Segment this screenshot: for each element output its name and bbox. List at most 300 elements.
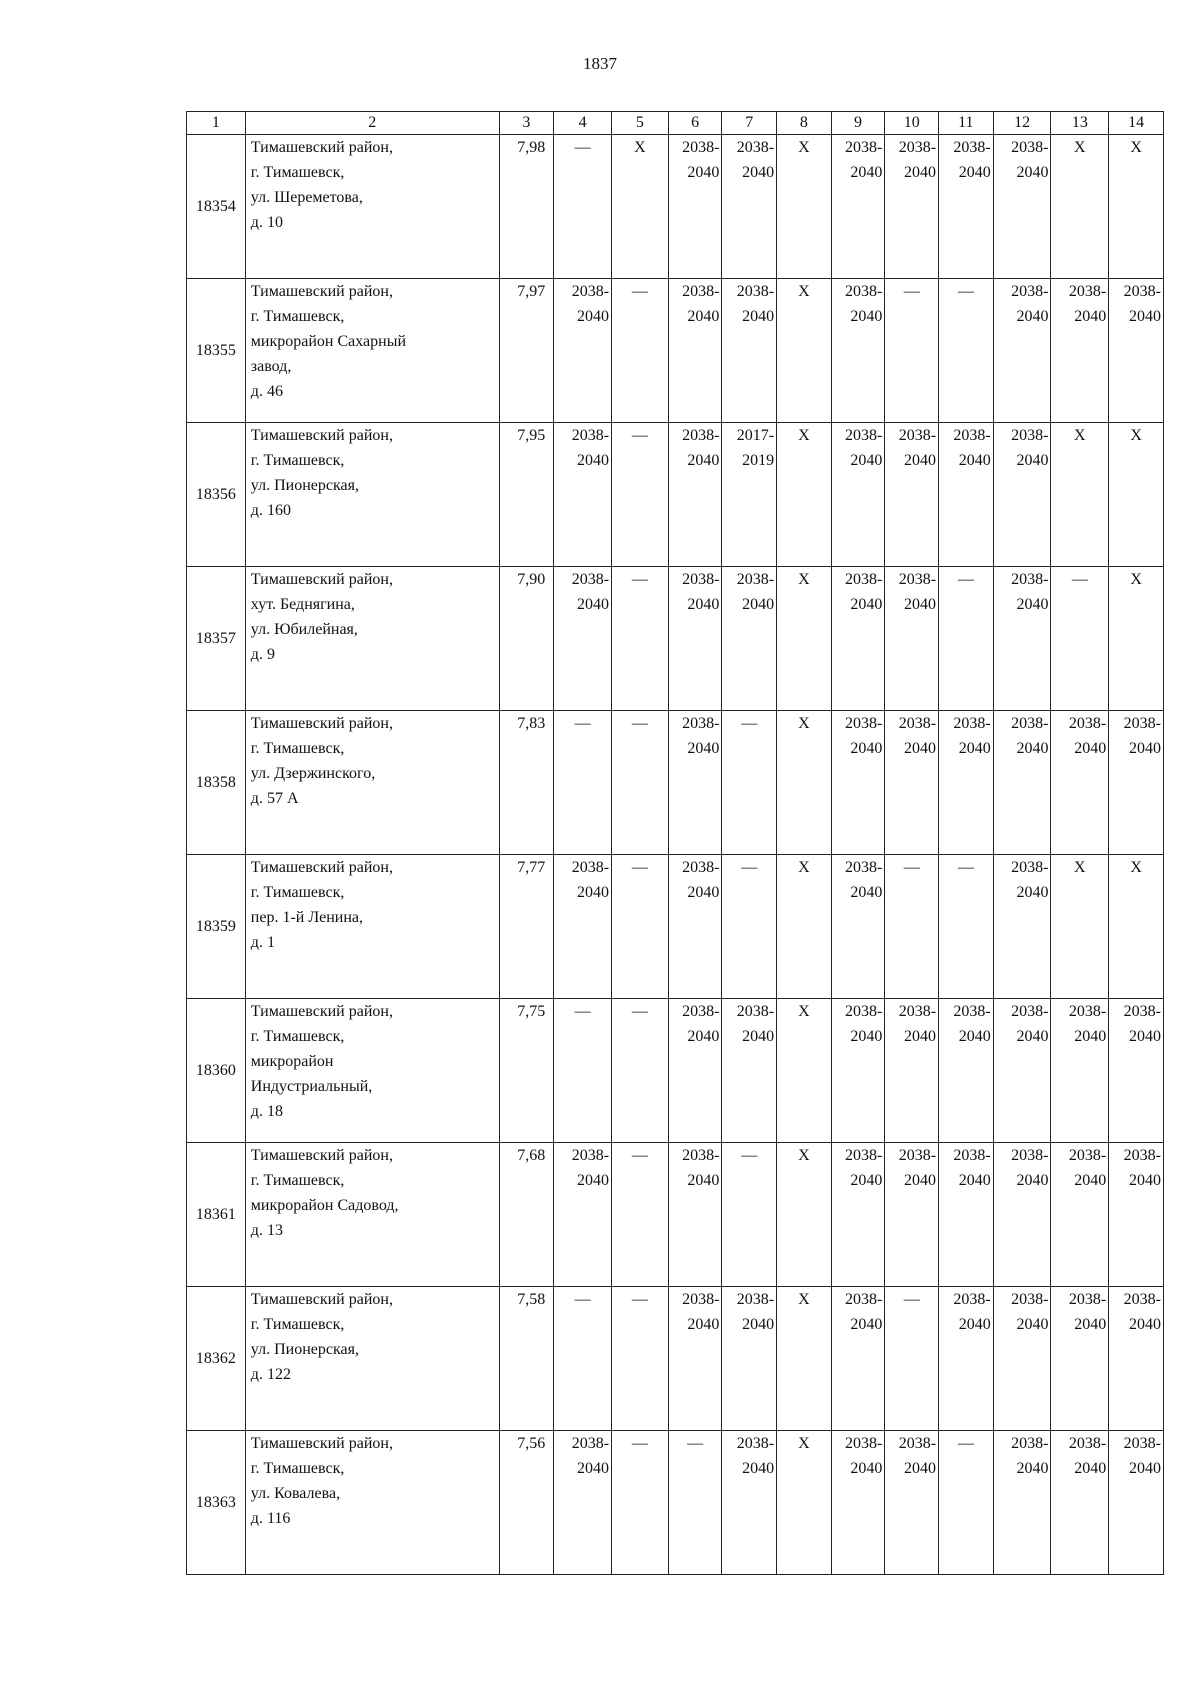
period-year: 2040 — [742, 1460, 775, 1477]
address-line: Тимашевский район, — [250, 1435, 393, 1452]
not-applicable-mark: X — [777, 999, 832, 1143]
not-applicable-mark: X — [777, 1287, 832, 1431]
period-year: 2038- — [682, 715, 720, 732]
empty-dash-cell: — — [612, 423, 669, 567]
not-applicable-mark: X — [1051, 423, 1109, 567]
period-year: 2040 — [577, 308, 610, 325]
not-applicable-mark: X — [1051, 855, 1109, 999]
address-line: хут. Беднягина, — [250, 596, 355, 613]
not-applicable-mark: X — [777, 1143, 832, 1287]
period-cell — [722, 1287, 777, 1431]
period-year: 2040 — [1016, 1460, 1049, 1477]
column-number-1: 1 — [187, 112, 246, 135]
column-number-2: 2 — [245, 112, 499, 135]
address-line: г. Тимашевск, — [250, 164, 345, 181]
period-year: 2038- — [571, 283, 610, 300]
address-cell — [245, 567, 499, 711]
period-year: 2040 — [1074, 740, 1107, 757]
period-year: 2040 — [850, 740, 883, 757]
period-year: 2038- — [1068, 1435, 1107, 1452]
period-year: 2038- — [845, 1147, 883, 1164]
period-year: 2038- — [1011, 1435, 1049, 1452]
table-row — [187, 999, 1164, 1143]
period-year: 2038- — [736, 1003, 775, 1020]
period-year: 2040 — [904, 596, 937, 613]
table-body — [187, 112, 1164, 1575]
score-cell: 7,56 — [499, 1431, 554, 1575]
period-year: 2040 — [1129, 1028, 1161, 1045]
address-cell — [245, 999, 499, 1143]
column-number-12: 12 — [993, 112, 1051, 135]
period-cell — [1109, 1431, 1164, 1575]
address-line: ул. Пионерская, — [250, 477, 359, 494]
period-year: 2040 — [1016, 1172, 1049, 1189]
column-number-9: 9 — [831, 112, 885, 135]
period-cell — [993, 711, 1051, 855]
period-year: 2040 — [1074, 1316, 1107, 1333]
period-cell — [831, 1431, 885, 1575]
empty-dash-cell: — — [939, 567, 994, 711]
period-year: 2038- — [682, 1003, 720, 1020]
period-cell — [993, 855, 1051, 999]
period-year: 2038- — [1011, 571, 1049, 588]
period-year: 2038- — [1123, 715, 1161, 732]
address-line: микрорайон Садовод, — [250, 1197, 399, 1214]
period-year: 2038- — [1123, 1291, 1161, 1308]
not-applicable-mark: X — [777, 423, 832, 567]
period-year: 2040 — [904, 740, 937, 757]
period-year: 2038- — [845, 1003, 883, 1020]
not-applicable-mark: X — [1109, 135, 1164, 279]
address-line: д. 116 — [250, 1510, 291, 1527]
period-cell — [993, 423, 1051, 567]
period-year: 2040 — [1129, 1172, 1161, 1189]
period-year: 2040 — [958, 452, 991, 469]
period-cell — [1051, 999, 1109, 1143]
period-year: 2017- — [736, 427, 775, 444]
empty-dash-cell: — — [554, 1287, 612, 1431]
period-year: 2040 — [904, 1028, 937, 1045]
period-year: 2038- — [682, 283, 720, 300]
period-year: 2038- — [1068, 1291, 1107, 1308]
table-row — [187, 423, 1164, 567]
period-cell — [885, 135, 939, 279]
period-cell — [668, 1287, 722, 1431]
address-cell — [245, 711, 499, 855]
column-number-11: 11 — [939, 112, 994, 135]
period-year: 2040 — [742, 308, 775, 325]
period-year: 2040 — [958, 1028, 991, 1045]
period-cell — [885, 999, 939, 1143]
address-line: Тимашевский район, — [250, 283, 393, 300]
not-applicable-mark: X — [1109, 855, 1164, 999]
period-cell — [722, 135, 777, 279]
period-cell — [939, 135, 994, 279]
period-year: 2019 — [742, 452, 775, 469]
period-cell — [939, 1143, 994, 1287]
period-year: 2040 — [850, 884, 883, 901]
period-cell — [993, 1287, 1051, 1431]
period-cell — [1051, 1143, 1109, 1287]
period-cell — [885, 711, 939, 855]
period-year: 2040 — [1016, 884, 1049, 901]
empty-dash-cell: — — [885, 1287, 939, 1431]
period-year: 2040 — [742, 164, 775, 181]
period-cell — [885, 1143, 939, 1287]
period-year: 2038- — [845, 715, 883, 732]
not-applicable-mark: X — [777, 855, 832, 999]
period-year: 2040 — [1074, 1028, 1107, 1045]
period-year: 2038- — [898, 715, 937, 732]
period-year: 2040 — [577, 452, 610, 469]
address-line: Тимашевский район, — [250, 139, 393, 156]
address-line: ул. Пионерская, — [250, 1341, 359, 1358]
period-cell — [668, 567, 722, 711]
period-year: 2038- — [1123, 1003, 1161, 1020]
address-line: г. Тимашевск, — [250, 884, 345, 901]
period-year: 2040 — [1016, 452, 1049, 469]
period-cell — [831, 135, 885, 279]
period-year: 2040 — [577, 1460, 610, 1477]
row-id: 18361 — [187, 1143, 246, 1287]
period-year: 2038- — [682, 1147, 720, 1164]
period-year: 2038- — [571, 859, 610, 876]
row-id: 18360 — [187, 999, 246, 1143]
score-cell: 7,97 — [499, 279, 554, 423]
period-cell — [668, 999, 722, 1143]
period-year: 2040 — [904, 164, 937, 181]
address-cell — [245, 423, 499, 567]
period-cell — [831, 1287, 885, 1431]
address-line: д. 9 — [250, 646, 275, 663]
page-number: 1837 — [583, 54, 617, 73]
period-year: 2038- — [736, 571, 775, 588]
column-number-3: 3 — [499, 112, 554, 135]
table-row — [187, 1287, 1164, 1431]
empty-dash-cell: — — [939, 279, 994, 423]
address-line: Тимашевский район, — [250, 715, 393, 732]
period-year: 2038- — [845, 139, 883, 156]
period-cell — [668, 855, 722, 999]
period-year: 2038- — [898, 139, 937, 156]
period-year: 2038- — [845, 1291, 883, 1308]
period-year: 2040 — [1074, 1172, 1107, 1189]
address-line: г. Тимашевск, — [250, 308, 345, 325]
period-cell — [722, 1431, 777, 1575]
period-cell — [831, 999, 885, 1143]
period-year: 2038- — [953, 715, 991, 732]
period-year: 2040 — [1074, 308, 1107, 325]
period-year: 2038- — [1011, 715, 1049, 732]
row-id: 18356 — [187, 423, 246, 567]
period-year: 2040 — [850, 164, 883, 181]
empty-dash-cell: — — [554, 711, 612, 855]
period-year: 2038- — [736, 283, 775, 300]
not-applicable-mark: X — [777, 135, 832, 279]
period-cell — [1051, 711, 1109, 855]
period-year: 2040 — [687, 1028, 720, 1045]
period-year: 2040 — [1016, 740, 1049, 757]
period-cell — [1109, 711, 1164, 855]
period-year: 2038- — [571, 1435, 610, 1452]
address-line: Тимашевский район, — [250, 571, 393, 588]
empty-dash-cell: — — [1051, 567, 1109, 711]
not-applicable-mark: X — [1051, 135, 1109, 279]
period-cell — [885, 423, 939, 567]
period-year: 2040 — [1016, 596, 1049, 613]
address-line: Тимашевский район, — [250, 427, 393, 444]
period-year: 2040 — [687, 1172, 720, 1189]
period-cell — [722, 999, 777, 1143]
address-cell — [245, 135, 499, 279]
score-cell: 7,98 — [499, 135, 554, 279]
address-cell — [245, 1431, 499, 1575]
period-cell — [831, 711, 885, 855]
period-cell — [939, 1287, 994, 1431]
period-year: 2038- — [953, 139, 991, 156]
empty-dash-cell: — — [612, 1287, 669, 1431]
empty-dash-cell: — — [612, 1143, 669, 1287]
not-applicable-mark: X — [1109, 423, 1164, 567]
column-number-4: 4 — [554, 112, 612, 135]
period-year: 2038- — [845, 283, 883, 300]
row-id: 18358 — [187, 711, 246, 855]
period-cell — [939, 999, 994, 1143]
address-line: ул. Дзержинского, — [250, 765, 376, 782]
address-line: ул. Юбилейная, — [250, 621, 358, 638]
period-cell — [554, 1143, 612, 1287]
address-line: д. 10 — [250, 214, 283, 231]
not-applicable-mark: X — [1109, 567, 1164, 711]
period-year: 2040 — [687, 1316, 720, 1333]
row-id: 18354 — [187, 135, 246, 279]
period-cell — [1109, 1287, 1164, 1431]
not-applicable-mark: X — [777, 279, 832, 423]
table-row — [187, 711, 1164, 855]
period-year: 2038- — [845, 859, 883, 876]
period-cell — [1109, 1143, 1164, 1287]
period-year: 2040 — [850, 1316, 883, 1333]
address-cell — [245, 1143, 499, 1287]
period-year: 2038- — [1123, 1147, 1161, 1164]
period-year: 2038- — [1011, 1003, 1049, 1020]
row-id: 18357 — [187, 567, 246, 711]
period-cell — [831, 567, 885, 711]
period-cell — [668, 1143, 722, 1287]
empty-dash-cell: — — [722, 855, 777, 999]
period-year: 2040 — [904, 1172, 937, 1189]
period-year: 2038- — [571, 427, 610, 444]
empty-dash-cell: — — [939, 855, 994, 999]
period-year: 2040 — [904, 452, 937, 469]
table-row — [187, 1143, 1164, 1287]
period-year: 2040 — [687, 452, 720, 469]
empty-dash-cell: — — [612, 999, 669, 1143]
column-number-7: 7 — [722, 112, 777, 135]
period-cell — [993, 1431, 1051, 1575]
empty-dash-cell: — — [885, 855, 939, 999]
period-year: 2038- — [898, 427, 937, 444]
period-year: 2038- — [1068, 1003, 1107, 1020]
period-cell — [885, 567, 939, 711]
period-year: 2038- — [898, 1435, 937, 1452]
table-row — [187, 567, 1164, 711]
table-row — [187, 135, 1164, 279]
address-line: завод, — [250, 358, 292, 375]
row-id: 18359 — [187, 855, 246, 999]
period-year: 2038- — [953, 1291, 991, 1308]
period-year: 2038- — [898, 1147, 937, 1164]
period-year: 2038- — [682, 1291, 720, 1308]
period-year: 2038- — [953, 1003, 991, 1020]
score-cell: 7,77 — [499, 855, 554, 999]
address-line: микрорайон — [250, 1053, 334, 1070]
period-year: 2038- — [682, 571, 720, 588]
period-cell — [722, 279, 777, 423]
address-line: г. Тимашевск, — [250, 1172, 345, 1189]
row-id: 18355 — [187, 279, 246, 423]
empty-dash-cell: — — [668, 1431, 722, 1575]
address-line: ул. Шереметова, — [250, 189, 363, 206]
period-year: 2040 — [687, 164, 720, 181]
empty-dash-cell: — — [722, 711, 777, 855]
address-line: г. Тимашевск, — [250, 1316, 345, 1333]
period-cell — [993, 279, 1051, 423]
period-year: 2040 — [687, 884, 720, 901]
address-line: г. Тимашевск, — [250, 1028, 345, 1045]
address-line: Тимашевский район, — [250, 1147, 393, 1164]
address-line: микрорайон Сахарный — [250, 333, 407, 350]
period-year: 2038- — [953, 427, 991, 444]
period-year: 2040 — [904, 1460, 937, 1477]
period-year: 2038- — [682, 139, 720, 156]
period-year: 2038- — [682, 427, 720, 444]
address-cell — [245, 1287, 499, 1431]
period-year: 2040 — [850, 596, 883, 613]
period-year: 2040 — [687, 596, 720, 613]
period-year: 2040 — [1016, 1316, 1049, 1333]
period-year: 2038- — [1011, 139, 1049, 156]
address-cell — [245, 279, 499, 423]
period-cell — [993, 1143, 1051, 1287]
period-cell — [668, 711, 722, 855]
period-year: 2040 — [1016, 164, 1049, 181]
period-year: 2040 — [850, 1460, 883, 1477]
address-line: г. Тимашевск, — [250, 452, 345, 469]
score-cell: 7,90 — [499, 567, 554, 711]
not-applicable-mark: X — [777, 711, 832, 855]
empty-dash-cell: — — [612, 567, 669, 711]
period-cell — [554, 279, 612, 423]
period-year: 2038- — [571, 1147, 610, 1164]
period-cell — [1051, 1287, 1109, 1431]
period-cell — [831, 855, 885, 999]
period-year: 2040 — [958, 1316, 991, 1333]
period-cell — [554, 423, 612, 567]
empty-dash-cell: — — [612, 855, 669, 999]
period-year: 2040 — [742, 1028, 775, 1045]
period-year: 2040 — [577, 1172, 610, 1189]
column-number-14: 14 — [1109, 112, 1164, 135]
address-line: пер. 1-й Ленина, — [250, 909, 363, 926]
period-year: 2038- — [571, 571, 610, 588]
period-cell — [668, 135, 722, 279]
period-cell — [885, 1431, 939, 1575]
empty-dash-cell: — — [722, 1143, 777, 1287]
address-line: ул. Ковалева, — [250, 1485, 341, 1502]
period-cell — [722, 423, 777, 567]
period-cell — [993, 135, 1051, 279]
empty-dash-cell: — — [554, 135, 612, 279]
column-number-row — [187, 112, 1164, 135]
period-year: 2040 — [1129, 1316, 1161, 1333]
table-row — [187, 1431, 1164, 1575]
period-year: 2038- — [1123, 283, 1161, 300]
period-year: 2038- — [1011, 427, 1049, 444]
period-year: 2038- — [898, 1003, 937, 1020]
column-number-10: 10 — [885, 112, 939, 135]
period-year: 2040 — [687, 308, 720, 325]
empty-dash-cell: — — [554, 999, 612, 1143]
not-applicable-mark: X — [612, 135, 669, 279]
period-cell — [722, 567, 777, 711]
not-applicable-mark: X — [777, 567, 832, 711]
period-year: 2040 — [850, 1028, 883, 1045]
period-year: 2038- — [682, 859, 720, 876]
period-cell — [1109, 999, 1164, 1143]
not-applicable-mark: X — [777, 1431, 832, 1575]
period-cell — [993, 567, 1051, 711]
address-line: г. Тимашевск, — [250, 1460, 345, 1477]
address-line: д. 1 — [250, 934, 275, 951]
period-year: 2040 — [958, 740, 991, 757]
period-year: 2040 — [577, 596, 610, 613]
address-line: д. 57 А — [250, 790, 299, 807]
period-year: 2038- — [1123, 1435, 1161, 1452]
empty-dash-cell: — — [885, 279, 939, 423]
period-year: 2040 — [850, 452, 883, 469]
period-year: 2040 — [958, 1172, 991, 1189]
period-year: 2040 — [1129, 740, 1161, 757]
address-cell — [245, 855, 499, 999]
period-cell — [1051, 279, 1109, 423]
period-year: 2038- — [953, 1147, 991, 1164]
period-cell — [554, 1431, 612, 1575]
score-cell: 7,83 — [499, 711, 554, 855]
row-id: 18362 — [187, 1287, 246, 1431]
period-year: 2038- — [1011, 1147, 1049, 1164]
period-cell — [554, 567, 612, 711]
period-year: 2040 — [1016, 1028, 1049, 1045]
period-year: 2040 — [850, 1172, 883, 1189]
period-year: 2038- — [845, 571, 883, 588]
address-line: Тимашевский район, — [250, 859, 393, 876]
score-cell: 7,95 — [499, 423, 554, 567]
address-line: Тимашевский район, — [250, 1003, 393, 1020]
period-cell — [668, 279, 722, 423]
address-line: д. 160 — [250, 502, 291, 519]
table-row — [187, 855, 1164, 999]
period-year: 2038- — [1011, 859, 1049, 876]
period-year: 2040 — [577, 884, 610, 901]
address-line: д. 122 — [250, 1366, 291, 1383]
score-cell: 7,68 — [499, 1143, 554, 1287]
period-year: 2040 — [1129, 308, 1161, 325]
column-number-6: 6 — [668, 112, 722, 135]
empty-dash-cell: — — [612, 711, 669, 855]
address-line: д. 18 — [250, 1103, 283, 1120]
address-line: Индустриальный, — [250, 1078, 373, 1095]
